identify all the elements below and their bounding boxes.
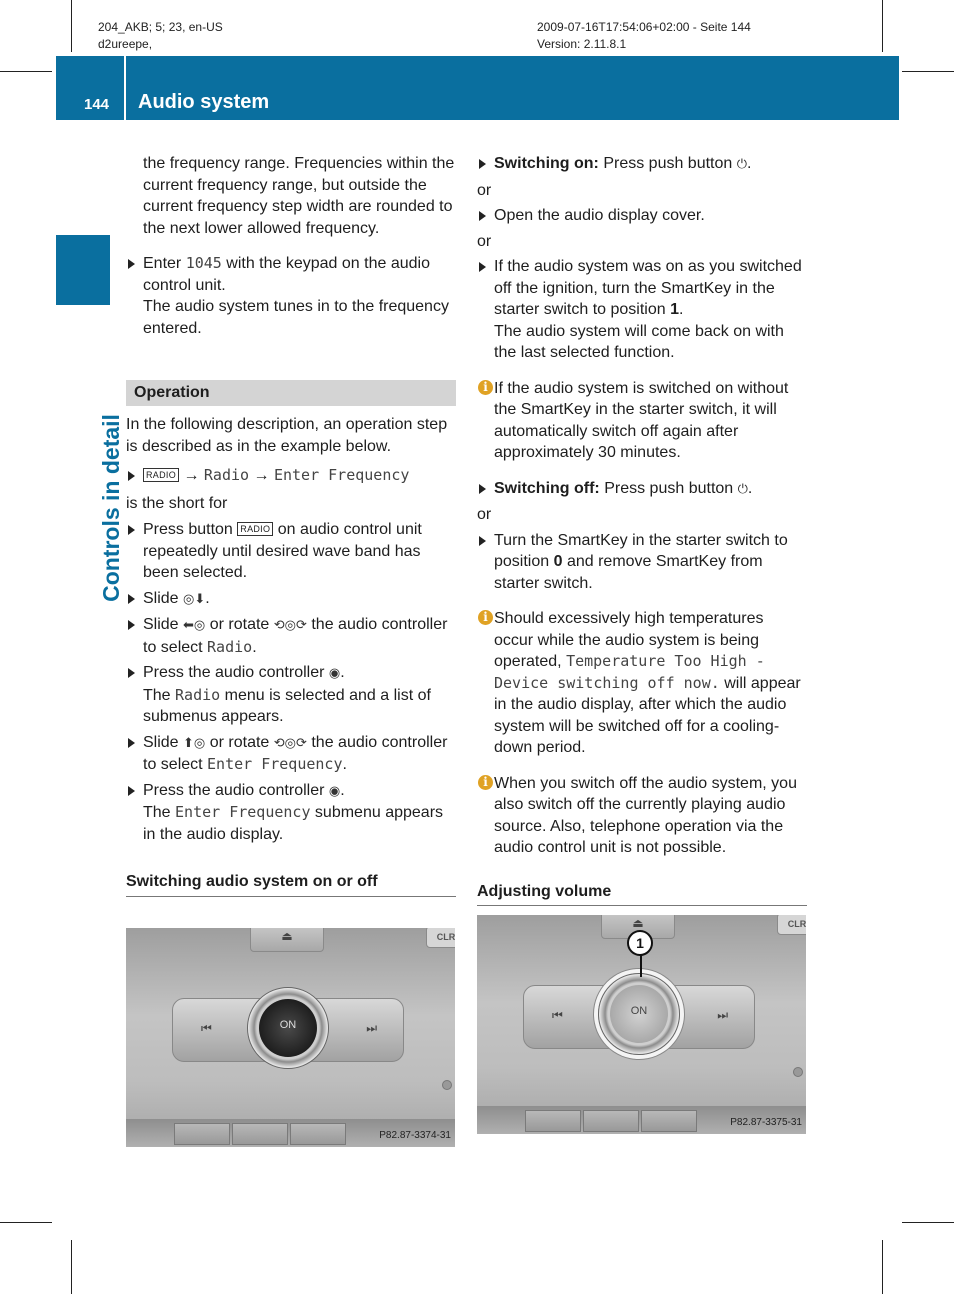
step-text: .: [205, 589, 210, 607]
info-text: will appear in the audio display, after which the audio system will be switched off for a cooling-down period.: [494, 674, 801, 756]
step-text: the audio controller to select: [143, 616, 448, 656]
callout-line: [640, 955, 642, 977]
timestamp: 2009-07-16T17:54:06+02:00 - Seite 144: [537, 20, 751, 34]
step-slide-left: [126, 614, 456, 658]
info-text: If the audio system is switched on without the SmartKey in the starter switch, it will automatically switch off again after approximately 30 minutes.: [494, 379, 789, 461]
step-text: If the audio system was on as you switched off the ignition, turn the SmartKey in the starter switch to position: [494, 258, 802, 318]
or-text: or: [477, 181, 492, 199]
step-text: or rotate: [205, 733, 274, 751]
page-number: 144: [84, 96, 110, 113]
step-text: with the keypad on the audio control unit.: [143, 255, 430, 294]
clr-button: CLR: [426, 928, 455, 948]
crop-mark-top-right-horizontal: [902, 71, 954, 72]
clr-button: CLR: [777, 915, 806, 935]
right-column: [477, 153, 807, 906]
intro-paragraph: the frequency range. Frequencies within the current frequency range, but outside the current frequency step width are rounded to the next lower allowed frequency.: [143, 155, 455, 237]
left-column: [126, 153, 456, 897]
operation-heading: Operation: [126, 380, 456, 406]
step-press-controller-2: [126, 780, 456, 846]
radio-button-icon: RADIO: [237, 522, 273, 536]
step-ignition: [477, 256, 807, 364]
meta-left: [98, 19, 223, 53]
step-text: Slide: [143, 616, 184, 633]
next-track-icon: ⏭: [717, 1008, 726, 1022]
controller-press-icon: ◉: [328, 783, 341, 799]
controller-press-icon: ◉: [328, 666, 341, 681]
step-text: .: [747, 155, 752, 172]
volume-heading: Adjusting volume: [477, 881, 807, 907]
previous-track-icon: ⏮: [552, 1008, 561, 1022]
screw-icon: [793, 1067, 803, 1077]
step-text: and remove SmartKey from starter switch.: [494, 553, 763, 592]
key: [641, 1110, 697, 1132]
step-press-radio: [126, 519, 456, 584]
controller-rotate-icon: ⟲◎⟳: [273, 618, 307, 633]
audio-unit-photo-1: [126, 928, 455, 1147]
step-text: the audio controller to select: [143, 733, 448, 773]
step-text: .: [747, 479, 753, 497]
crop-mark-top-right-vertical: [882, 0, 883, 52]
info-icon: i: [478, 380, 493, 395]
short-for: is the short for: [126, 494, 228, 512]
position-0: 0: [553, 553, 563, 570]
code-1045: 1045: [185, 254, 222, 272]
side-tab: [56, 235, 110, 305]
step-text: .: [252, 638, 257, 656]
or-text: or: [477, 506, 492, 523]
operation-intro: In the following description, an operation step is described as in the example below.: [126, 416, 448, 455]
controller-slide-up-icon: ⬆◎: [183, 735, 206, 751]
step-turn-key: [477, 530, 807, 595]
step-text: submenu appears in the audio display.: [143, 804, 444, 843]
info-note-2: [477, 608, 807, 759]
callout-1: 1: [627, 930, 653, 956]
info-text: When you switch off the audio system, you also switch off the currently playing audio source. Also, telephone operation via the audio control unit is not possible.: [494, 774, 797, 856]
step-text: menu is selected and a list of submenus appears.: [143, 686, 431, 725]
power-icon: ⏻: [737, 481, 748, 497]
key: [290, 1123, 346, 1145]
step-text: .: [340, 664, 345, 681]
menu-item-enter-frequency: Enter Frequency: [273, 466, 410, 484]
step-switching-on: [477, 153, 807, 176]
switching-off-label: Switching off:: [494, 479, 600, 497]
info-icon: i: [478, 610, 493, 625]
step-text: on audio control unit repeatedly until desired wave band has been selected.: [143, 521, 422, 581]
step-text: The: [143, 804, 176, 821]
step-text: Slide: [143, 733, 184, 751]
step-text: or rotate: [205, 616, 274, 633]
code-enter-frequency: Enter Frequency: [175, 803, 311, 821]
step-slide-down: [126, 588, 456, 611]
crop-mark-top-left-horizontal: [0, 71, 52, 72]
step-open-cover: Open the audio display cover.: [477, 205, 807, 227]
key: [174, 1123, 230, 1145]
step-result: The audio system tunes in to the frequency entered.: [143, 298, 449, 337]
volume-knob-center: [610, 985, 668, 1043]
header-divider: [124, 56, 126, 120]
side-section-title-text: Controls in detail: [98, 414, 124, 602]
key: [583, 1110, 639, 1132]
version: Version: 2.11.8.1: [537, 37, 627, 51]
step-text: Press push button: [598, 155, 737, 172]
eject-icon: ⏏: [632, 916, 644, 930]
step-enter-frequency: [126, 253, 456, 339]
on-knob-center: [259, 999, 317, 1057]
position-1: 1: [670, 301, 679, 318]
radio-button-icon: RADIO: [143, 468, 179, 482]
or-text: or: [477, 232, 492, 250]
code-radio: Radio: [207, 637, 253, 656]
volume-knob: [598, 973, 680, 1055]
crop-mark-top-left-vertical: [71, 0, 72, 52]
on-knob: [247, 987, 329, 1069]
menu-item-radio: Radio: [203, 466, 250, 484]
arrow: →: [179, 467, 204, 484]
doc-id: 204_AKB; 5; 23, en-US: [98, 20, 223, 34]
info-icon: i: [478, 775, 493, 790]
controller-rotate-icon: ⟲◎⟳: [273, 735, 307, 751]
step-text: Slide: [143, 589, 184, 607]
audio-unit-photo-2: [477, 915, 806, 1134]
arrow: →: [249, 467, 274, 484]
switching-on-label: Switching on:: [494, 155, 599, 172]
step-press-controller-1: [126, 662, 456, 728]
controller-slide-left-icon: ⬅◎: [183, 618, 206, 633]
controller-slide-down-icon: ◎⬇: [183, 591, 206, 607]
figure-reference: P82.87-3374-31: [379, 1130, 451, 1141]
code-temperature-warning: Temperature Too High - Device switching off now.: [494, 652, 765, 692]
crop-mark-bottom-left-vertical: [71, 1240, 72, 1294]
step-slide-up: [126, 732, 456, 776]
step-switching-off: [477, 478, 807, 501]
crop-mark-bottom-left-horizontal: [0, 1222, 52, 1223]
code-radio: Radio: [175, 685, 221, 704]
meta-right: [537, 19, 751, 53]
step-text: .: [340, 781, 345, 799]
step-text: .: [342, 756, 347, 773]
previous-track-icon: ⏮: [201, 1021, 210, 1035]
power-icon: ⏻: [736, 157, 748, 172]
key: [232, 1123, 288, 1145]
step-text: Press button: [143, 521, 238, 538]
step-result: The audio system will come back on with the last selected function.: [494, 322, 784, 361]
key: [525, 1110, 581, 1132]
on-label: ON: [630, 1005, 648, 1017]
code-enter-frequency: Enter Frequency: [207, 755, 343, 773]
author: d2ureepe,: [98, 37, 153, 51]
step-text: The: [143, 686, 176, 704]
step-text: Press the audio controller: [143, 664, 329, 681]
step-text: Press the audio controller: [143, 781, 329, 799]
page-title: Audio system: [138, 91, 270, 113]
step-text: Turn the SmartKey in the starter switch to position: [494, 531, 788, 570]
step-text: Enter: [143, 255, 186, 272]
eject-icon: ⏏: [281, 929, 293, 943]
crop-mark-bottom-right-horizontal: [902, 1222, 954, 1223]
step-text: .: [678, 301, 684, 318]
info-text: Should excessively high temperatures occur while the audio system is being operated,: [494, 610, 764, 670]
info-note-1: [477, 378, 807, 464]
switching-heading: Switching audio system on or off: [126, 871, 456, 897]
info-note-3: [477, 773, 807, 859]
crop-mark-bottom-right-vertical: [882, 1240, 883, 1294]
step-text: Press push button: [599, 479, 738, 497]
example-step: [126, 465, 456, 487]
on-label: ON: [279, 1019, 297, 1031]
next-track-icon: ⏭: [366, 1021, 375, 1035]
eject-button: [250, 928, 324, 952]
figure-reference: P82.87-3375-31: [730, 1117, 802, 1128]
screw-icon: [442, 1080, 452, 1090]
